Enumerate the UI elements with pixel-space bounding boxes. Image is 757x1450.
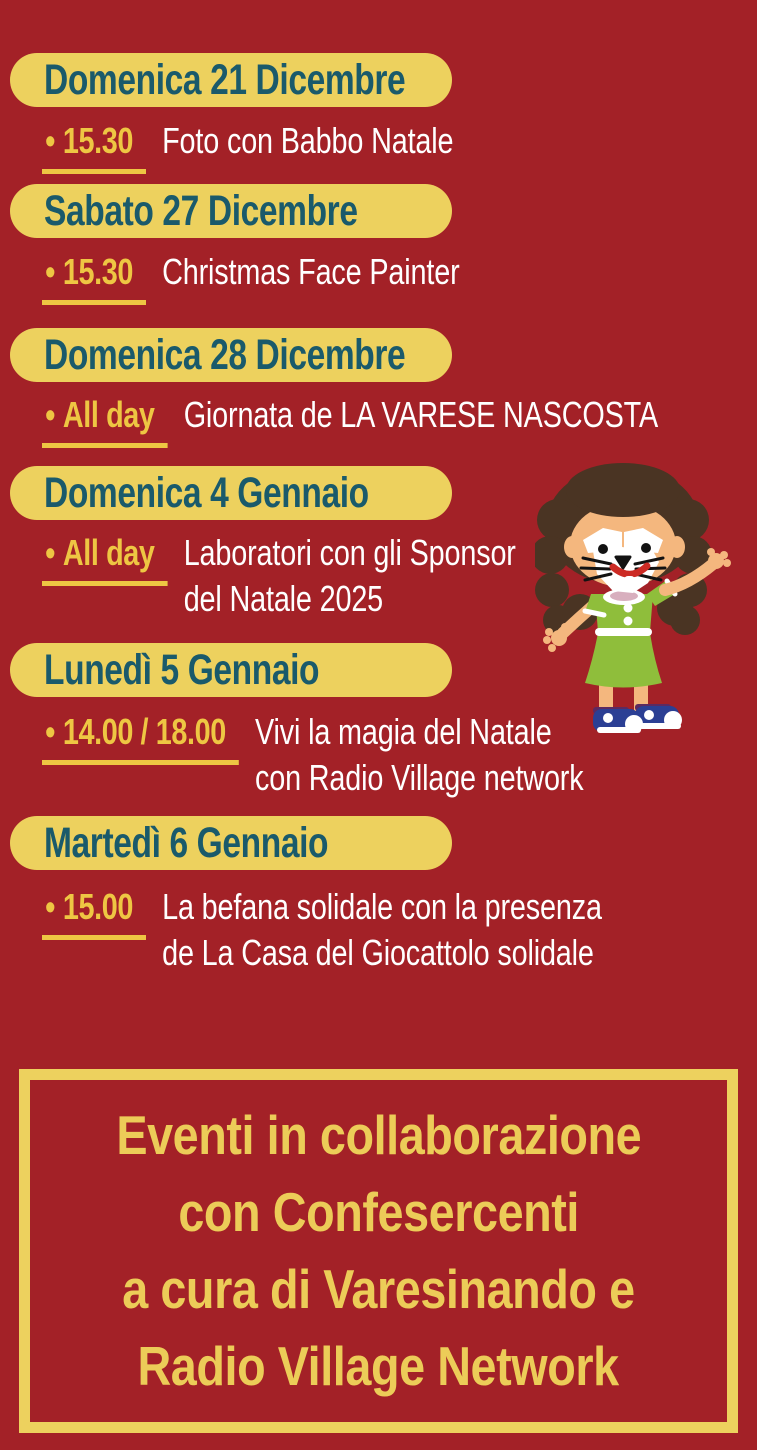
event-time-value: 15.30 [62,120,133,161]
event-day-label: Domenica 21 Dicembre [44,55,406,104]
event-day-pill [10,466,452,520]
event-day-label: Sabato 27 Dicembre [44,186,358,235]
event-time [42,709,239,765]
event-day-pill [10,184,452,238]
event-description: Christmas Face Painter [162,251,460,292]
bullet-icon: • [45,120,55,161]
event-day-label: Domenica 4 Gennaio [44,468,369,517]
event-day-pill [10,816,452,870]
event-description: Foto con Babbo Natale [162,120,454,161]
event-entry [42,884,742,976]
event-day-pill [10,328,452,382]
event-day-label: Martedì 6 Gennaio [44,818,329,867]
sneaker-icon [593,707,643,733]
event-time-value: 15.00 [62,886,133,927]
footer-line: Radio Village Network [137,1335,620,1397]
event-entry [42,249,564,305]
event-description: La befana solidale con la presenza de La Casa del Giocattolo solidale [162,886,602,973]
event-time [42,884,146,940]
event-day-label: Domenica 28 Dicembre [44,330,406,379]
event-description: Laboratori con gli Sponsor del Natale 2025 [183,532,516,619]
event-time-value: 14.00 / 18.00 [62,711,226,752]
event-time-value: 15.30 [62,251,133,292]
event-time [42,530,167,586]
bullet-icon: • [45,394,55,435]
footer-line: a cura di Varesinando e [122,1258,635,1320]
event-day-pill [10,643,452,697]
bullet-icon: • [45,886,55,927]
footer-line: Eventi in collaborazione [116,1104,641,1166]
event-entry [42,118,556,174]
event-time [42,249,146,305]
footer-line: con Confesercenti [178,1181,579,1243]
event-day-pill [10,53,452,107]
event-time-value: All day [62,532,155,573]
event-day-label: Lunedì 5 Gennaio [44,645,320,694]
event-description: Giornata de LA VARESE NASCOSTA [183,394,659,435]
bullet-icon: • [45,251,55,292]
bullet-icon: • [45,711,55,752]
event-time-value: All day [62,394,155,435]
girl-cat-facepaint-illustration [535,452,745,742]
hand-icon [707,548,731,569]
event-description: Vivi la magia del Natale con Radio Village network [255,711,584,798]
bullet-icon: • [45,532,55,573]
event-entry [42,392,757,448]
event-time [42,392,167,448]
event-time [42,118,146,174]
footer-credits-box [19,1069,738,1433]
